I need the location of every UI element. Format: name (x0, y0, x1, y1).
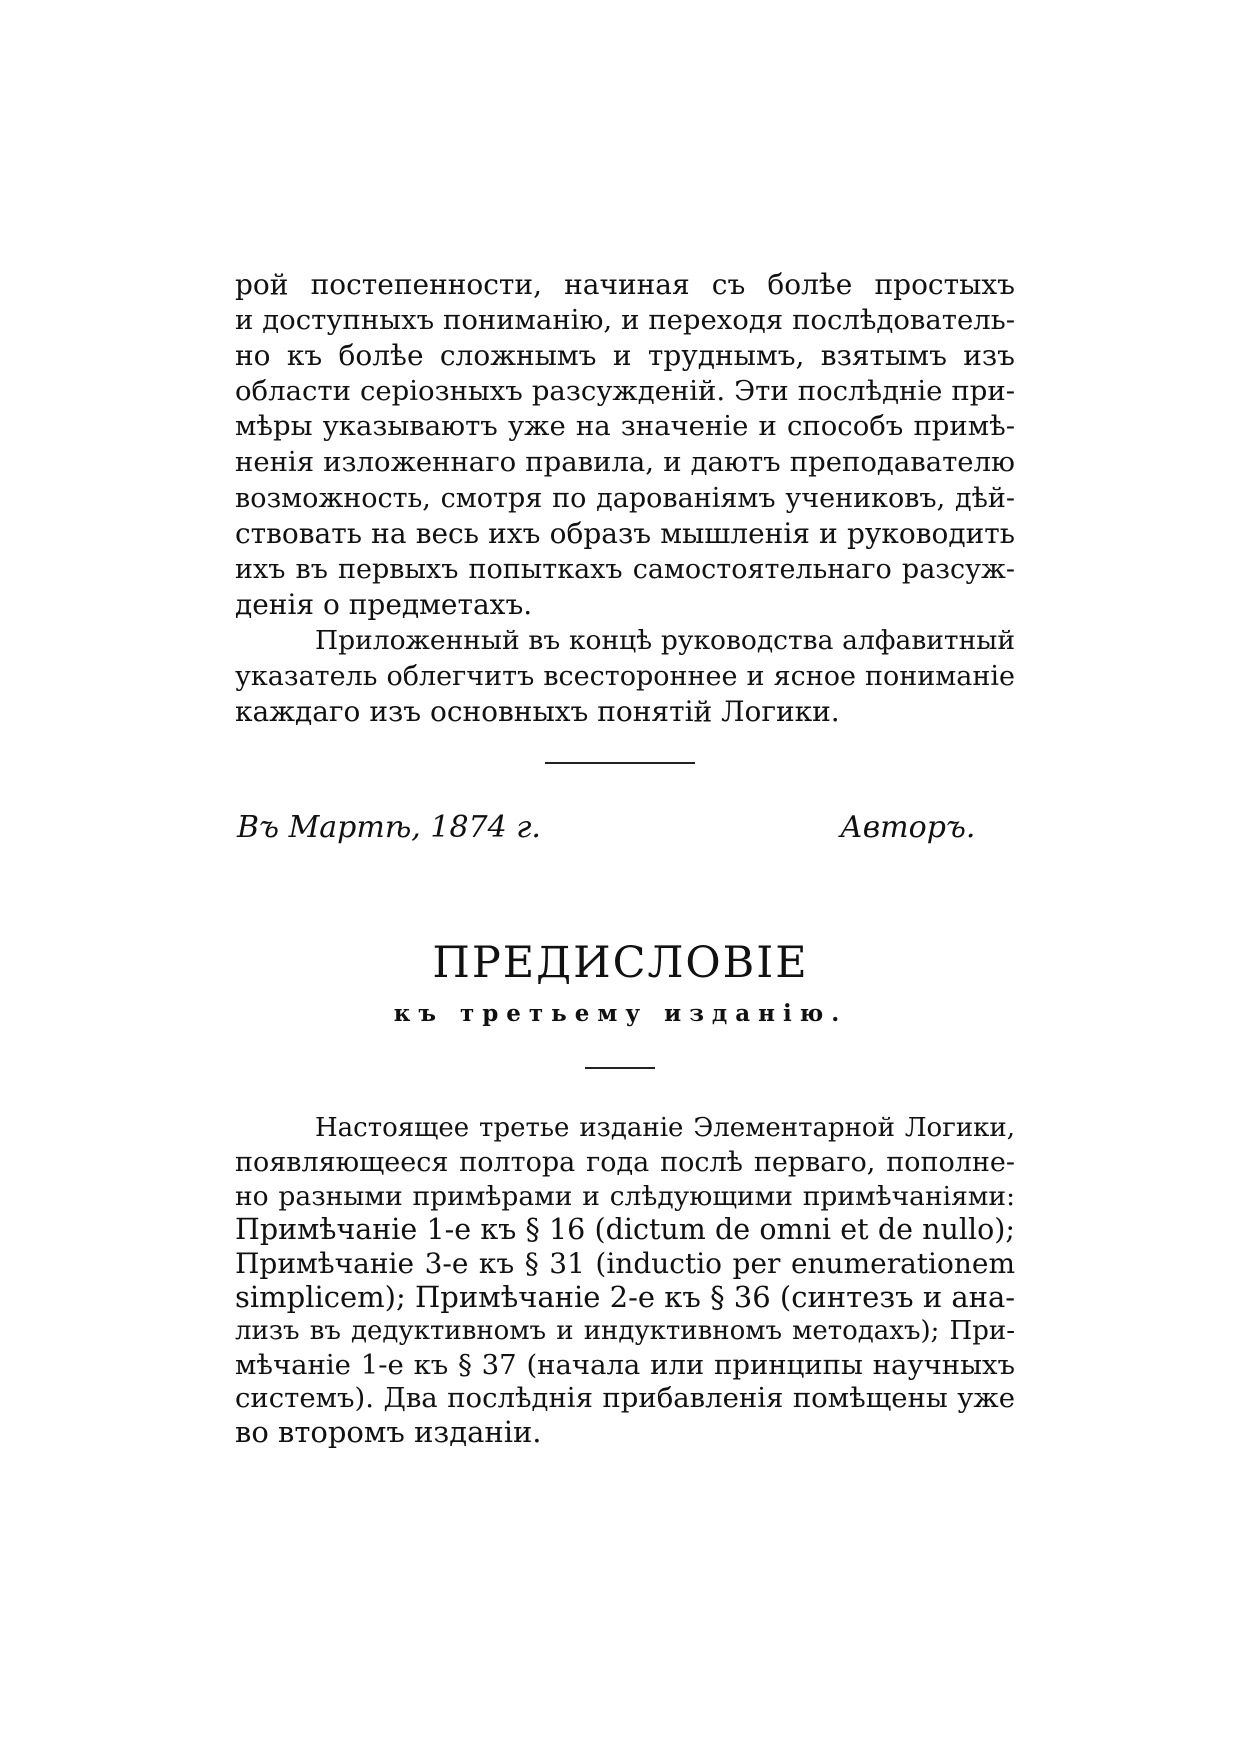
text-line: Приложенный въ концѣ руководства алфавитный (315, 625, 1015, 656)
text-line: указатель облегчитъ всестороннее и ясное пониманіе (235, 660, 1015, 692)
text-line: мѣры указываютъ уже на значеніе и способъ примѣ- (235, 410, 1015, 443)
text-line: появляющееся полтора года послѣ перваго, пополне- (235, 1146, 1015, 1178)
text-line: но къ болѣе сложнымъ и труднымъ, взятымъ изъ (235, 339, 1015, 373)
text-line: Примѣчаніе 1-е къ § 16 (dictum de omni et de nullo); (235, 1213, 1015, 1247)
text-line: но разными примѣрами и слѣдующими примѣчаніями: (235, 1180, 1015, 1212)
text-line: области серіозныхъ разсужденій. Эти послѣдніе при- (235, 374, 1015, 407)
continuation-paragraph (235, 267, 1015, 623)
text-line: каждаго изъ основныхъ понятій Логики. (235, 695, 840, 729)
text-line: и доступныхъ пониманію, и переходя послѣдователь- (235, 303, 1015, 336)
text-line: денія о предметахъ. (235, 588, 533, 622)
title-divider (585, 1067, 655, 1069)
third-edition-paragraph (235, 1112, 1015, 1450)
text-line: рой постепенности, начиная съ болѣе простыхъ (235, 268, 1015, 301)
text-line: Примѣчаніе 3-е къ § 31 (inductio per enumerationem (235, 1247, 1015, 1281)
text-line: во второмъ изданіи. (235, 1415, 542, 1450)
text-line: simplicem); Примѣчаніе 2-е къ § 36 (синтезъ и ана- (235, 1279, 1016, 1314)
index-note-paragraph (235, 623, 1015, 730)
signature-date: Въ Мартѣ, 1874 г. (237, 810, 541, 845)
text-line: лизъ въ дедуктивномъ и индуктивномъ методахъ); При- (235, 1315, 1015, 1346)
text-line: возможность, смотря по дарованіямъ учениковъ, дѣй- (235, 482, 1015, 514)
text-line: Настоящее третье изданіе Элементарной Логики, (315, 1113, 1015, 1143)
page-subtitle: къ третьему изданію. (393, 1000, 848, 1027)
text-line: системъ). Два послѣднія прибавленія помѣщены уже (235, 1382, 1015, 1415)
text-line: ненія изложеннаго правила, и даютъ преподавателю (235, 445, 1015, 478)
section-divider (545, 762, 695, 764)
signature-author: Авторъ. (840, 810, 976, 845)
text-line: ихъ въ первыхъ попыткахъ самостоятельнаго разсуж- (235, 553, 1015, 585)
text-line: ствовать на весь ихъ образъ мышленія и руководить (235, 517, 1015, 551)
text-line: мѣчаніе 1-е къ § 37 (начала или принципы научныхъ (235, 1348, 1015, 1381)
page-title: ПРЕДИСЛОВІЕ (432, 938, 809, 988)
